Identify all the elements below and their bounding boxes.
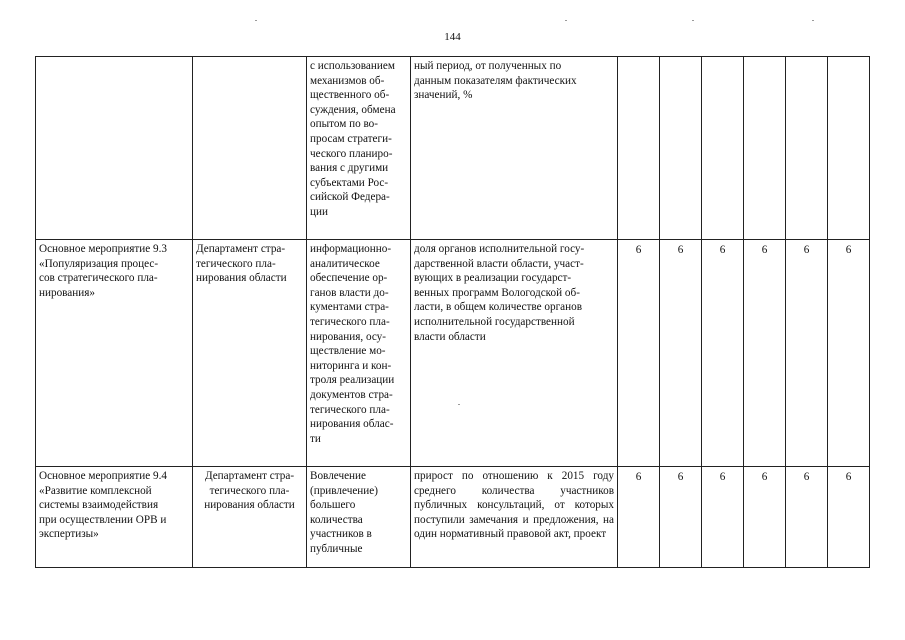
value-cell: 6	[660, 240, 702, 467]
value-cell: 6	[786, 467, 828, 568]
page-number: 144	[444, 31, 461, 43]
value-cell	[828, 57, 870, 240]
indicator-cell: ный период, от полученных по данным показателям фактических значений, %	[411, 57, 618, 240]
value-cell: 6	[618, 240, 660, 467]
table-row	[36, 57, 870, 240]
value-cell: 6	[744, 467, 786, 568]
indicator-cell: доля органов исполнительной госу- дарственной власти области, участ- вующих в реализации государст- венных программ Вологодской об- ласти, в общем количестве органов исполнительной государственной власти области	[411, 240, 618, 467]
value-cell: 6	[744, 240, 786, 467]
indicator-cell: прирост по отношению к 2015 году среднего количества участников публичных консультаций, от которых поступили замечания и предложения, на один нормативный правовой акт, проект	[411, 467, 618, 568]
program-table	[35, 56, 870, 568]
executor-cell	[193, 57, 307, 240]
value-cell: 6	[618, 467, 660, 568]
value-cell: 6	[828, 467, 870, 568]
scan-speck	[458, 404, 460, 405]
event-cell: Основное мероприятие 9.4 «Развитие комплексной системы взаимодействия при осуществлении ОРВ и экспертизы»	[36, 467, 193, 568]
value-cell	[744, 57, 786, 240]
value-cell: 6	[828, 240, 870, 467]
content-cell: информационно- аналитическое обеспечение ор- ганов власти до- кументами стра- тегического пла- нирования, осу- ществление мо- ниторинга и кон- троля реализации документов стра- тегического пла- нирования облас- ти	[307, 240, 411, 467]
scan-speck	[255, 20, 257, 21]
value-cell	[660, 57, 702, 240]
value-cell: 6	[702, 240, 744, 467]
scan-speck	[812, 20, 814, 21]
value-cell: 6	[786, 240, 828, 467]
event-cell: Основное мероприятие 9.3 «Популяризация процес- сов стратегического пла- нирования»	[36, 240, 193, 467]
value-cell	[786, 57, 828, 240]
value-cell	[702, 57, 744, 240]
table-row	[36, 240, 870, 467]
value-cell	[618, 57, 660, 240]
scan-speck	[565, 20, 567, 21]
table-row	[36, 467, 870, 568]
value-cell: 6	[660, 467, 702, 568]
event-cell	[36, 57, 193, 240]
content-cell: Вовлечение (привлечение) большего количества участников в публичные	[307, 467, 411, 568]
content-cell: с использованием механизмов об- щественного об- суждения, обмена опытом по во- просам стратеги- ческого планиро- вания с другими субъектами Рос- сийской Федера- ции	[307, 57, 411, 240]
value-cell: 6	[702, 467, 744, 568]
scan-speck	[692, 20, 694, 21]
executor-cell: Департамент стра- тегического пла- нирования области	[193, 467, 307, 568]
executor-cell: Департамент стра- тегического пла- нирования области	[193, 240, 307, 467]
